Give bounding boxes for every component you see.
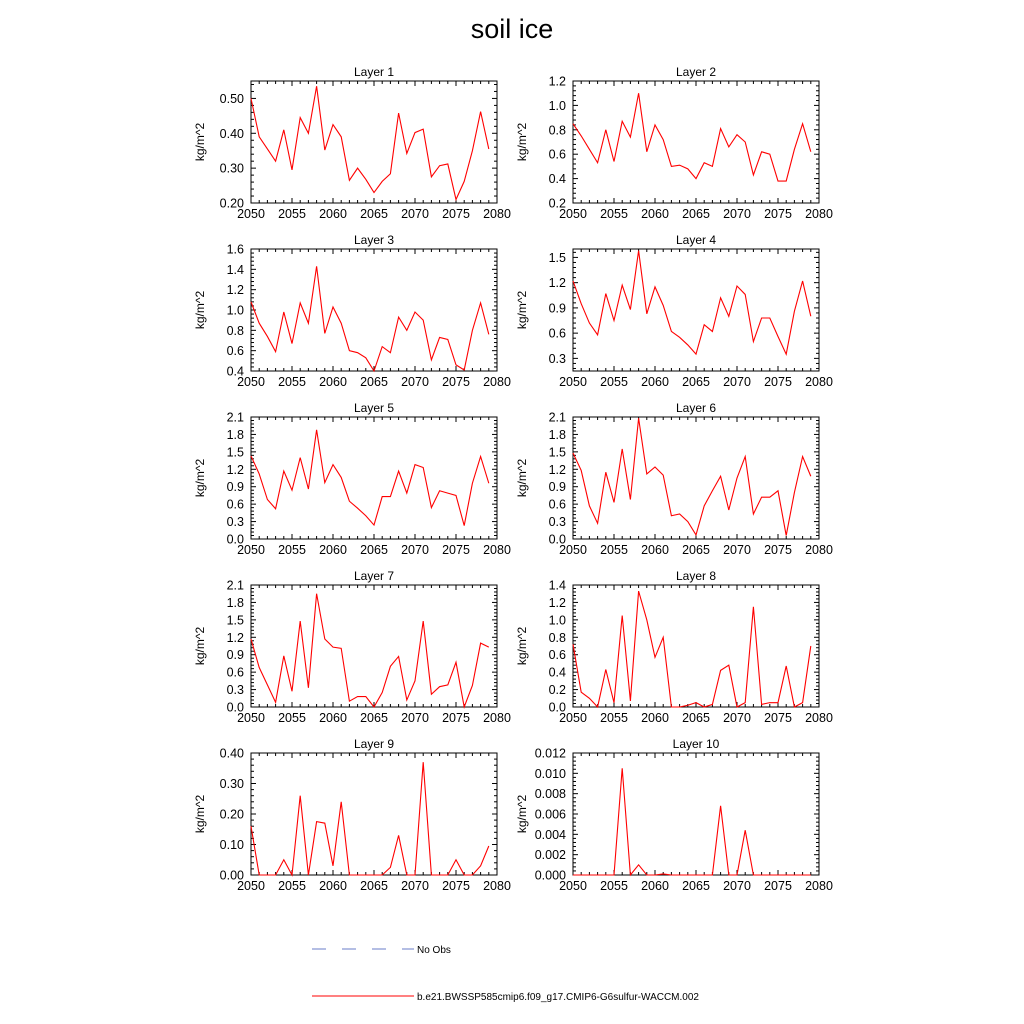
x-tick-label: 2075 (764, 711, 792, 725)
y-tick-label: 0.008 (534, 787, 566, 802)
panel-title: Layer 5 (353, 401, 395, 415)
plot-frame (251, 585, 497, 707)
panel-title: Layer 1 (353, 65, 395, 79)
x-tick-label: 2050 (559, 879, 587, 893)
y-tick-label: 0.3 (226, 515, 244, 530)
x-tick-label: 2055 (278, 375, 306, 389)
panel-title: Layer 3 (353, 233, 395, 247)
plot-frame (251, 249, 497, 371)
panel-title: Layer 10 (672, 737, 720, 751)
y-tick-label: 2.1 (226, 410, 244, 425)
y-tick-label: 0.9 (226, 648, 244, 663)
plot-frame (251, 81, 497, 203)
y-tick-label: 0.4 (226, 364, 244, 379)
y-tick-label: 1.0 (548, 613, 566, 628)
legend (312, 945, 699, 1003)
x-tick-label: 2070 (723, 711, 751, 725)
y-tick-label: 0.004 (534, 827, 566, 842)
x-tick-label: 2080 (805, 879, 833, 893)
y-tick-label: 0.30 (219, 161, 244, 176)
x-tick-label: 2065 (682, 375, 710, 389)
panel-title: Layer 8 (675, 569, 717, 583)
y-tick-label: 0.4 (548, 172, 566, 187)
x-tick-label: 2065 (360, 207, 388, 221)
x-tick-label: 2050 (559, 543, 587, 557)
y-tick-label: 0.6 (548, 326, 566, 341)
y-tick-label: 1.8 (548, 427, 566, 442)
y-axis-label: kg/m^2 (515, 794, 529, 834)
panel-layer-1 (193, 65, 511, 221)
x-tick-label: 2050 (237, 879, 265, 893)
y-tick-label: 1.2 (548, 74, 566, 89)
y-tick-label: 0.0 (226, 532, 244, 547)
y-tick-label: 0.002 (534, 848, 566, 863)
y-tick-label: 1.8 (226, 427, 244, 442)
series-line (251, 266, 489, 371)
x-tick-label: 2080 (483, 711, 511, 725)
x-tick-label: 2060 (641, 207, 669, 221)
x-tick-label: 2065 (682, 879, 710, 893)
panel-title: Layer 4 (675, 233, 717, 247)
y-tick-label: 0.9 (548, 301, 566, 316)
x-tick-label: 2065 (360, 375, 388, 389)
legend-model-label: b.e21.BWSSP585cmip6.f09_g17.CMIP6-G6sulfur-WACCM.002 (417, 992, 699, 1003)
y-tick-label: 0.40 (219, 126, 244, 141)
x-tick-label: 2075 (764, 879, 792, 893)
x-tick-label: 2070 (401, 879, 429, 893)
x-tick-label: 2050 (559, 711, 587, 725)
series-line (251, 86, 489, 199)
y-tick-label: 1.2 (226, 283, 244, 298)
panel-layer-6 (515, 401, 833, 557)
x-tick-label: 2075 (442, 375, 470, 389)
x-tick-label: 2060 (641, 879, 669, 893)
y-tick-label: 1.5 (548, 445, 566, 460)
y-tick-label: 0.012 (534, 746, 566, 761)
x-tick-label: 2050 (237, 543, 265, 557)
panel-title: Layer 6 (675, 401, 717, 415)
y-tick-label: 1.4 (226, 262, 244, 277)
x-tick-label: 2075 (764, 543, 792, 557)
y-tick-label: 0.6 (226, 665, 244, 680)
x-tick-label: 2055 (600, 879, 628, 893)
y-tick-label: 0.40 (219, 746, 244, 761)
y-tick-label: 0.8 (548, 630, 566, 645)
y-tick-label: 1.5 (548, 250, 566, 265)
x-tick-label: 2050 (559, 207, 587, 221)
y-tick-label: 1.8 (226, 595, 244, 610)
y-tick-label: 0.00 (219, 868, 244, 883)
panels-group (193, 65, 833, 893)
y-tick-label: 0.6 (226, 344, 244, 359)
panel-layer-2 (515, 65, 833, 221)
x-tick-label: 2070 (401, 543, 429, 557)
y-tick-label: 1.2 (226, 462, 244, 477)
plot-frame (251, 753, 497, 875)
panel-layer-5 (193, 401, 511, 557)
y-tick-label: 0.000 (534, 868, 566, 883)
plot-frame (573, 417, 819, 539)
series-line (573, 251, 811, 354)
x-tick-label: 2075 (442, 207, 470, 221)
y-tick-label: 0.3 (548, 351, 566, 366)
y-axis-label: kg/m^2 (515, 458, 529, 498)
y-tick-label: 1.2 (548, 276, 566, 291)
x-tick-label: 2075 (442, 879, 470, 893)
y-tick-label: 0.9 (548, 480, 566, 495)
y-tick-label: 0.0 (226, 700, 244, 715)
x-tick-label: 2065 (682, 711, 710, 725)
x-tick-label: 2050 (559, 375, 587, 389)
x-tick-label: 2080 (805, 711, 833, 725)
x-tick-label: 2065 (682, 207, 710, 221)
y-tick-label: 0.8 (226, 323, 244, 338)
y-tick-label: 0.9 (226, 480, 244, 495)
y-tick-label: 0.8 (548, 123, 566, 138)
x-tick-label: 2070 (723, 543, 751, 557)
y-tick-label: 2.1 (226, 578, 244, 593)
plot-frame (573, 753, 819, 875)
x-tick-label: 2055 (278, 543, 306, 557)
x-tick-label: 2055 (600, 711, 628, 725)
x-tick-label: 2070 (723, 375, 751, 389)
y-tick-label: 2.1 (548, 410, 566, 425)
x-tick-label: 2080 (483, 207, 511, 221)
x-tick-label: 2060 (641, 375, 669, 389)
series-line (573, 768, 811, 875)
y-tick-label: 1.0 (226, 303, 244, 318)
x-tick-label: 2080 (805, 543, 833, 557)
x-tick-label: 2060 (641, 543, 669, 557)
panel-title: Layer 9 (353, 737, 395, 751)
y-tick-label: 1.4 (548, 578, 566, 593)
x-tick-label: 2060 (319, 711, 347, 725)
y-tick-label: 0.6 (548, 648, 566, 663)
panel-layer-7 (193, 569, 511, 725)
x-tick-label: 2080 (805, 375, 833, 389)
y-tick-label: 0.20 (219, 807, 244, 822)
series-line (573, 591, 811, 707)
y-axis-label: kg/m^2 (193, 458, 207, 498)
x-tick-label: 2060 (641, 711, 669, 725)
y-axis-label: kg/m^2 (515, 290, 529, 330)
x-tick-label: 2075 (442, 543, 470, 557)
y-tick-label: 1.5 (226, 445, 244, 460)
y-tick-label: 0.30 (219, 777, 244, 791)
x-tick-label: 2070 (401, 375, 429, 389)
x-tick-label: 2065 (360, 879, 388, 893)
x-tick-label: 2055 (600, 543, 628, 557)
y-tick-label: 1.0 (548, 98, 566, 113)
y-tick-label: 1.2 (548, 595, 566, 610)
plot-frame (251, 417, 497, 539)
panel-layer-3 (193, 233, 511, 389)
y-tick-label: 0.6 (226, 497, 244, 512)
x-tick-label: 2075 (764, 207, 792, 221)
x-tick-label: 2050 (237, 207, 265, 221)
x-tick-label: 2055 (278, 879, 306, 893)
x-tick-label: 2070 (723, 207, 751, 221)
panel-layer-4 (515, 233, 833, 389)
panel-layer-9 (193, 737, 511, 893)
y-tick-label: 0.3 (226, 683, 244, 698)
y-tick-label: 1.2 (548, 462, 566, 477)
x-tick-label: 2080 (805, 207, 833, 221)
panel-title: Layer 7 (353, 569, 395, 583)
x-tick-label: 2065 (360, 543, 388, 557)
y-tick-label: 1.5 (226, 613, 244, 628)
x-tick-label: 2080 (483, 375, 511, 389)
series-line (251, 762, 489, 875)
series-line (573, 418, 811, 535)
plot-frame (573, 585, 819, 707)
y-tick-label: 1.6 (226, 242, 244, 257)
x-tick-label: 2080 (483, 879, 511, 893)
y-tick-label: 1.2 (226, 630, 244, 645)
x-tick-label: 2050 (237, 375, 265, 389)
x-tick-label: 2070 (723, 879, 751, 893)
y-axis-label: kg/m^2 (515, 626, 529, 666)
x-tick-label: 2055 (278, 207, 306, 221)
x-tick-label: 2055 (600, 207, 628, 221)
y-tick-label: 0.20 (219, 196, 244, 211)
x-tick-label: 2070 (401, 207, 429, 221)
y-axis-label: kg/m^2 (515, 122, 529, 162)
y-tick-label: 0.6 (548, 147, 566, 162)
y-tick-label: 0.010 (534, 766, 566, 781)
x-tick-label: 2065 (682, 543, 710, 557)
y-tick-label: 0.10 (219, 838, 244, 852)
y-axis-label: kg/m^2 (193, 626, 207, 666)
x-tick-label: 2050 (237, 711, 265, 725)
x-tick-label: 2060 (319, 543, 347, 557)
y-tick-label: 0.4 (548, 665, 566, 680)
y-tick-label: 0.0 (548, 532, 566, 547)
x-tick-label: 2080 (483, 543, 511, 557)
plot-frame (573, 81, 819, 203)
x-tick-label: 2075 (442, 711, 470, 725)
series-line (251, 430, 489, 526)
y-tick-label: 0.50 (219, 91, 244, 106)
series-line (573, 93, 811, 181)
y-tick-label: 0.006 (534, 807, 566, 822)
chart-title: soil ice (470, 14, 554, 44)
y-tick-label: 0.6 (548, 497, 566, 512)
y-tick-label: 0.3 (548, 515, 566, 530)
x-tick-label: 2065 (360, 711, 388, 725)
y-tick-label: 0.2 (548, 196, 566, 211)
y-tick-label: 0.0 (548, 700, 566, 715)
series-line (251, 594, 489, 707)
x-tick-label: 2060 (319, 375, 347, 389)
x-tick-label: 2055 (278, 711, 306, 725)
panel-layer-8 (515, 569, 833, 725)
y-axis-label: kg/m^2 (193, 122, 207, 162)
y-tick-label: 0.2 (548, 683, 566, 698)
x-tick-label: 2075 (764, 375, 792, 389)
y-axis-label: kg/m^2 (193, 290, 207, 330)
x-tick-label: 2055 (600, 375, 628, 389)
x-tick-label: 2070 (401, 711, 429, 725)
y-axis-label: kg/m^2 (193, 794, 207, 834)
panel-layer-10 (515, 737, 833, 893)
x-tick-label: 2060 (319, 879, 347, 893)
panel-title: Layer 2 (675, 65, 717, 79)
x-tick-label: 2060 (319, 207, 347, 221)
legend-obs-label: No Obs (417, 945, 451, 956)
